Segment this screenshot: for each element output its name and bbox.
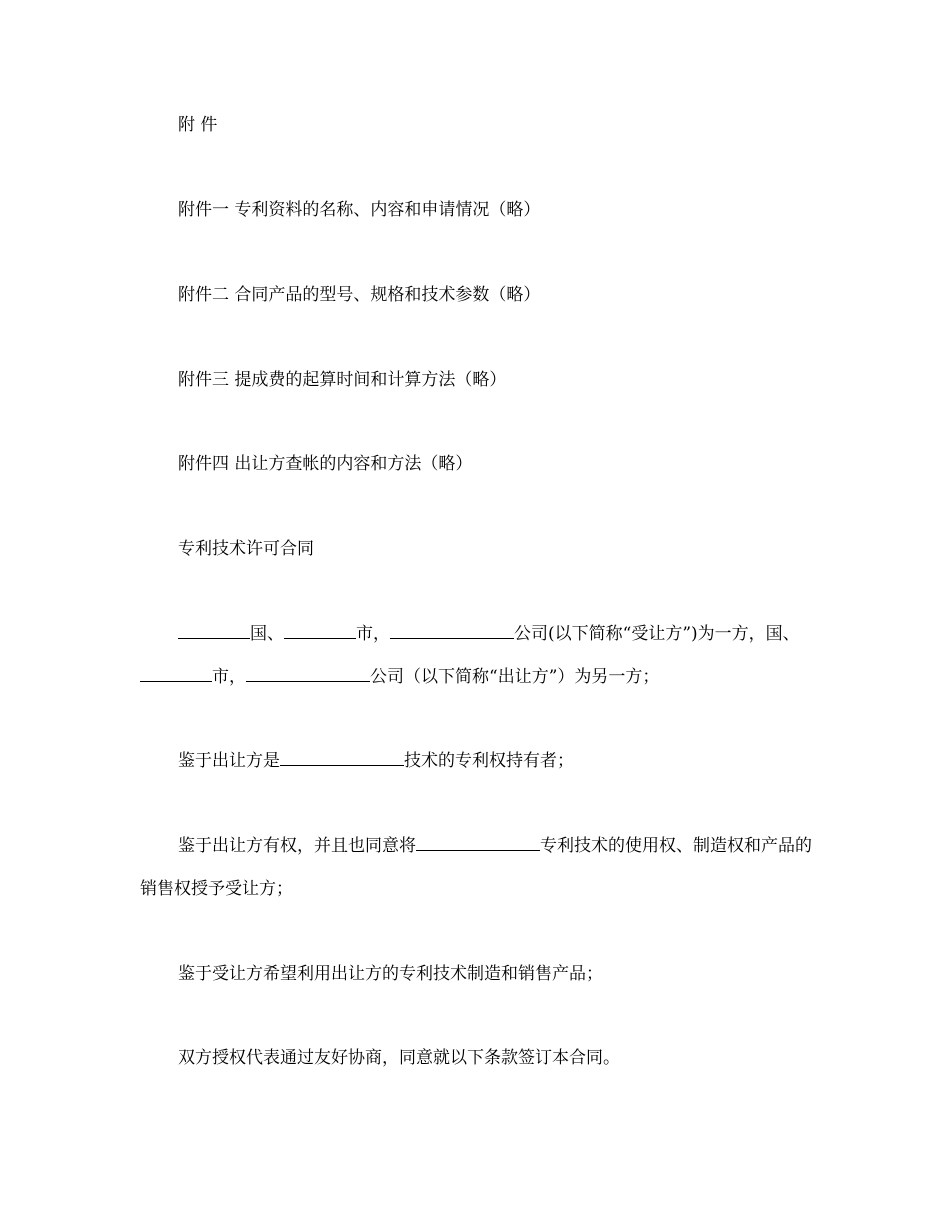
text: 鉴于出让方有权，并且也同意将 bbox=[178, 836, 416, 856]
attachment-item: 附件三 提成费的起算时间和计算方法（略） bbox=[178, 370, 507, 390]
text: 公司(以下简称“受让方”)为一方， bbox=[514, 624, 766, 644]
text: 市， bbox=[212, 667, 246, 687]
text: 国、 bbox=[765, 624, 800, 644]
text: 公司（以下简称“出让方”）为另一方； bbox=[370, 667, 660, 687]
attachment-item: 附件一 专利资料的名称、内容和申请情况（略） bbox=[178, 200, 541, 220]
blank-field bbox=[280, 749, 404, 766]
text: 技术的专利权持有者； bbox=[404, 751, 574, 771]
blank-field bbox=[246, 665, 370, 682]
parties-paragraph bbox=[140, 613, 820, 699]
attachment-item: 附件二 合同产品的型号、规格和技术参数（略） bbox=[178, 285, 541, 305]
contract-title: 专利技术许可合同 bbox=[178, 539, 314, 559]
attachment-item: 附件四 出让方查帐的内容和方法（略） bbox=[178, 454, 473, 474]
agreement-statement: 双方授权代表通过友好协商，同意就以下条款签订本合同。 bbox=[178, 1048, 620, 1068]
text: 国、 bbox=[250, 624, 284, 644]
blank-field bbox=[178, 622, 250, 639]
text: 市， bbox=[356, 624, 390, 644]
whereas-1 bbox=[140, 740, 820, 783]
whereas-2 bbox=[140, 825, 820, 911]
attachments-heading: 附 件 bbox=[178, 115, 218, 135]
blank-field bbox=[390, 622, 514, 639]
blank-field bbox=[416, 834, 540, 851]
whereas-3: 鉴于受让方希望利用出让方的专利技术制造和销售产品； bbox=[178, 964, 603, 984]
blank-field bbox=[140, 665, 212, 682]
text: 鉴于出让方是 bbox=[178, 751, 280, 771]
blank-field bbox=[284, 622, 356, 639]
text: 专利技术的使用权、制造权和产品的销售权授予受让方； bbox=[140, 836, 812, 899]
